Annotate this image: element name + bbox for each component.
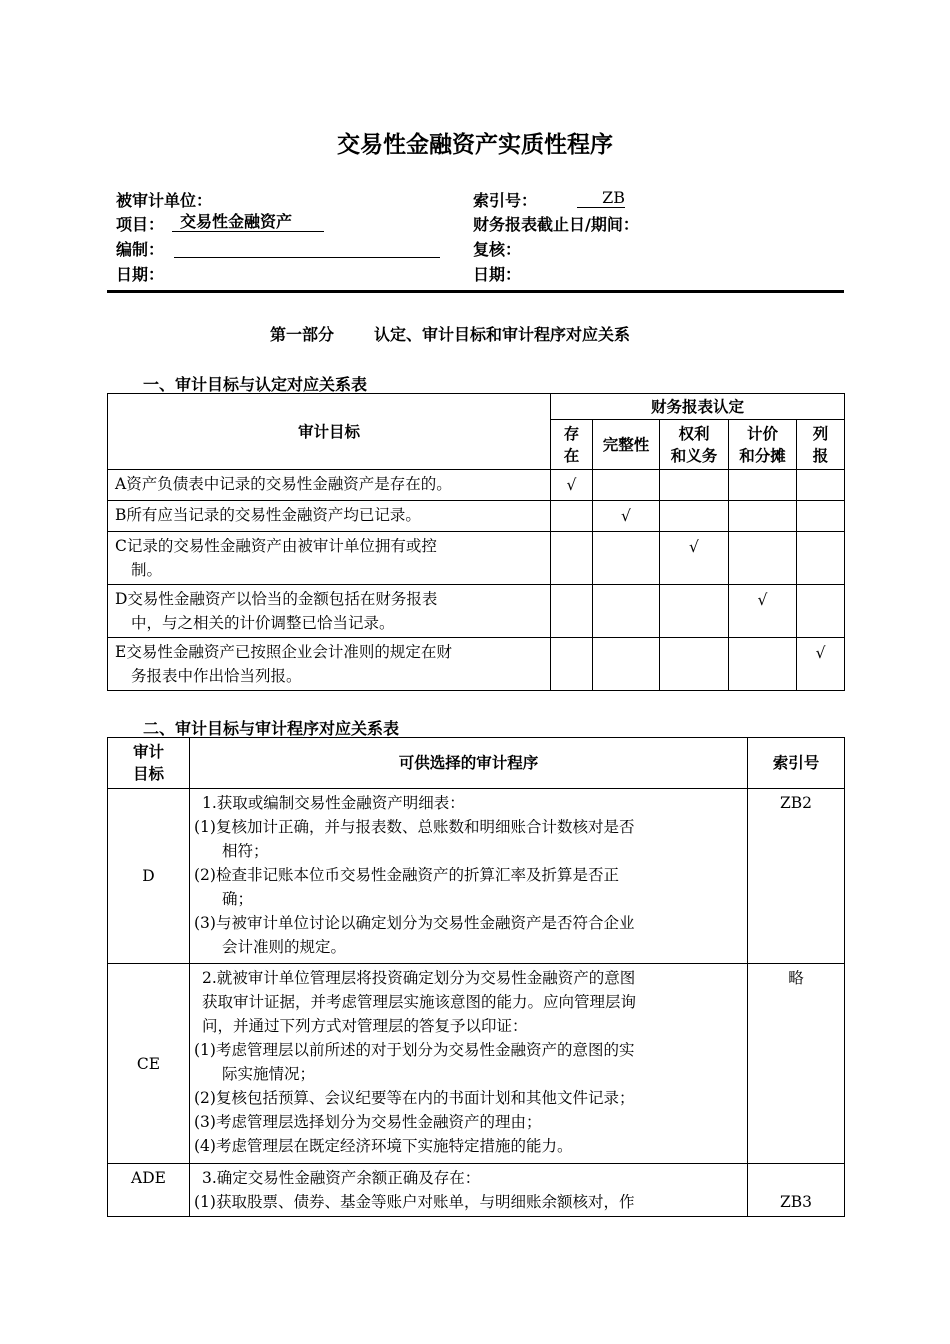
document-title: 交易性金融资产实质性程序	[337, 132, 613, 158]
objective-c: C记录的交易性金融资产由被审计单位拥有或控 制。	[108, 532, 551, 585]
part-title: 第一部分	[270, 325, 335, 344]
table-row	[108, 638, 845, 691]
col-procedure-header: 可供选择的审计程序	[190, 738, 748, 789]
index-value: ZB	[577, 188, 625, 208]
date-label-left: 日期：	[116, 265, 165, 284]
procedure-objective: CE	[108, 964, 190, 1164]
header-divider	[107, 290, 844, 293]
check-mark: √	[729, 585, 797, 638]
check-mark: √	[660, 532, 729, 585]
col-objective-header: 审计目标	[108, 394, 551, 470]
check-mark: √	[593, 501, 660, 532]
entity-label: 被审计单位：	[116, 191, 213, 210]
period-label: 财务报表截止日/期间：	[473, 215, 639, 234]
objective-d: D交易性金融资产以恰当的金额包括在财务报表 中，与之相关的计价调整已恰当记录。	[108, 585, 551, 638]
check-mark: √	[797, 638, 845, 691]
item-value: 交易性金融资产	[172, 212, 324, 232]
procedure-objective: ADE	[108, 1164, 190, 1217]
table-row	[108, 964, 845, 1164]
review-label: 复核：	[473, 240, 522, 259]
assertion-header-presentation: 列 报	[797, 420, 845, 470]
prepared-label: 编制：	[116, 240, 165, 259]
check-mark: √	[551, 470, 593, 501]
table2-section-title: 二、审计目标与审计程序对应关系表	[143, 719, 400, 738]
procedure-objective: D	[108, 789, 190, 964]
assertion-header-existence: 存 在	[551, 420, 593, 470]
assertion-header-rights: 权利 和义务	[660, 420, 729, 470]
col-assertion-group-header: 财务报表认定	[551, 394, 845, 420]
assertion-header-valuation: 计价 和分摊	[729, 420, 797, 470]
table-row	[108, 470, 845, 501]
table1-section-title: 一、审计目标与认定对应关系表	[143, 375, 368, 394]
procedure-text: 3.确定交易性金融资产余额正确及存在： (1)获取股票、债券、基金等账户对账单，与明细账余额核对，作	[190, 1164, 748, 1217]
date-label-right: 日期：	[473, 265, 522, 284]
procedure-table	[107, 737, 845, 1217]
col-objective-header: 审计 目标	[108, 738, 190, 789]
table-row	[108, 585, 845, 638]
procedure-index: ZB2	[748, 789, 845, 964]
part-subtitle: 认定、审计目标和审计程序对应关系	[374, 325, 631, 344]
procedure-text: 1.获取或编制交易性金融资产明细表： (1)复核加计正确，并与报表数、总账数和明细账合计数核对是否 相符； (2)检查非记账本位币交易性金融资产的折算汇率及折算是否正 确； (3)与被审计单位讨论以确定划分为交易性金融资产是否符合企业 会计准则的规定。	[190, 789, 748, 964]
prepared-underline	[174, 257, 440, 258]
procedure-index: 略	[748, 964, 845, 1164]
table-row	[108, 532, 845, 585]
assertion-table	[107, 393, 845, 691]
table-row	[108, 789, 845, 964]
table-row	[108, 1164, 845, 1217]
item-label: 项目：	[116, 215, 165, 234]
table-row	[108, 501, 845, 532]
procedure-index: ZB3	[748, 1164, 845, 1217]
objective-e: E交易性金融资产已按照企业会计准则的规定在财 务报表中作出恰当列报。	[108, 638, 551, 691]
objective-a: A资产负债表中记录的交易性金融资产是存在的。	[108, 470, 551, 501]
col-index-header: 索引号	[748, 738, 845, 789]
assertion-header-completeness: 完整性	[593, 420, 660, 470]
procedure-text: 2.就被审计单位管理层将投资确定划分为交易性金融资产的意图 获取审计证据，并考虑管理层实施该意图的能力。应向管理层询 问，并通过下列方式对管理层的答复予以印证： (1)考虑管理层以前所述的对于划分为交易性金融资产的意图的实 际实施情况； (2)复核包括预算、会议纪要等在内的书面计划和其他文件记录； (3)考虑管理层选择划分为交易性金融资产的理由； (4)考虑管理层在既定经济环境下实施特定措施的能力。	[190, 964, 748, 1164]
objective-b: B所有应当记录的交易性金融资产均已记录。	[108, 501, 551, 532]
index-label: 索引号：	[473, 191, 538, 210]
